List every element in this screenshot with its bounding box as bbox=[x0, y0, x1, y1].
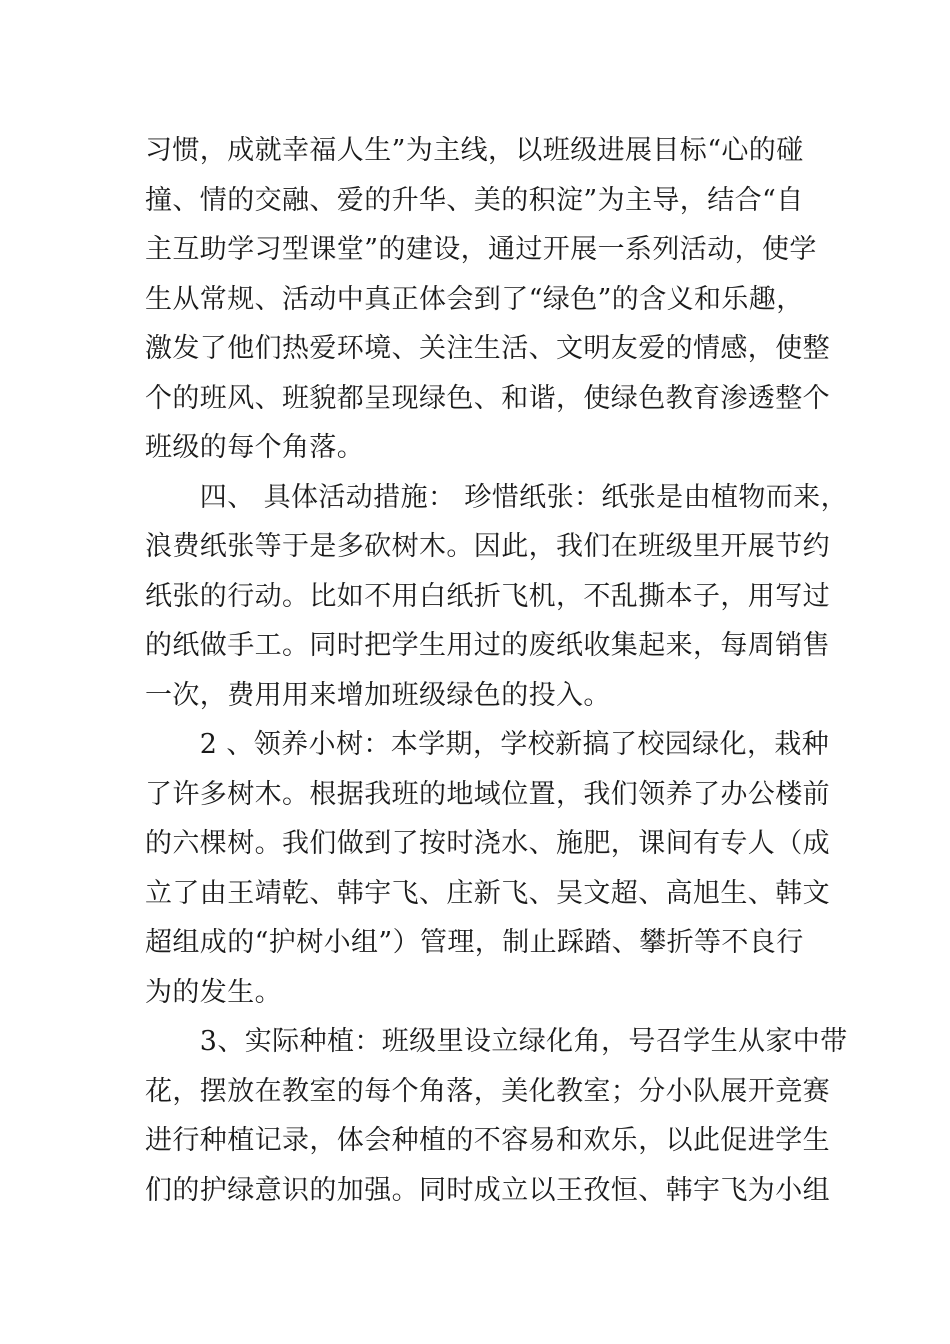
text-line-9: 浪费纸张等于是多砍树木。因此，我们在班级里开展节约 bbox=[145, 531, 830, 562]
body-text bbox=[145, 126, 848, 1215]
text-line-2: 撞、情的交融、爱的升华、美的积淀”为主导，结合“自 bbox=[145, 184, 804, 216]
text-line-5: 激发了他们热爱环境、关注生活、文明友爱的情感，使整 bbox=[145, 333, 830, 364]
text-line-14: 了许多树木。根据我班的地域位置，我们领养了办公楼前 bbox=[145, 778, 830, 810]
text-line-16: 立了由王靖乾、韩宇飞、庄新飞、吴文超、高旭生、韩文 bbox=[145, 877, 830, 909]
text-line-7: 班级的每个角落。 bbox=[145, 432, 365, 463]
text-line-10: 纸张的行动。比如不用白纸折飞机，不乱撕本子，用写过 bbox=[145, 580, 830, 612]
text-line-12: 一次，费用用来增加班级绿色的投入。 bbox=[145, 679, 611, 711]
text-line-15: 的六棵树。我们做到了按时浇水、施肥，课间有专人（成 bbox=[145, 828, 830, 859]
text-line-17: 超组成的“护树小组”）管理，制止踩踏、攀折等不良行 bbox=[145, 927, 804, 958]
text-line-8: 四、 具体活动措施： 珍惜纸张：纸张是由植物而来， bbox=[145, 481, 848, 513]
text-line-4: 生从常规、活动中真正体会到了“绿色”的含义和乐趣， bbox=[145, 283, 804, 315]
text-line-21: 进行种植记录，体会种植的不容易和欢乐，以此促进学生 bbox=[145, 1125, 830, 1156]
text-line-18: 为的发生。 bbox=[145, 976, 282, 1008]
text-line-19: 3、实际种植：班级里设立绿化角，号召学生从家中带 bbox=[145, 1026, 848, 1057]
text-line-1: 习惯，成就幸福人生”为主线，以班级进展目标“心的碰 bbox=[145, 135, 804, 166]
text-line-20: 花，摆放在教室的每个角落，美化教室；分小队展开竞赛 bbox=[145, 1075, 830, 1107]
text-line-6: 个的班风、班貌都呈现绿色、和谐，使绿色教育渗透整个 bbox=[145, 382, 830, 414]
text-line-3: 主互助学习型课堂”的建设，通过开展一系列活动，使学 bbox=[145, 234, 817, 265]
text-line-11: 的纸做手工。同时把学生用过的废纸收集起来，每周销售 bbox=[145, 630, 830, 661]
text-line-13: 2 、领养小树：本学期，学校新搞了校园绿化，栽种 bbox=[145, 729, 830, 760]
text-line-22: 们的护绿意识的加强。同时成立以王孜恒、韩宇飞为小组 bbox=[145, 1174, 830, 1206]
